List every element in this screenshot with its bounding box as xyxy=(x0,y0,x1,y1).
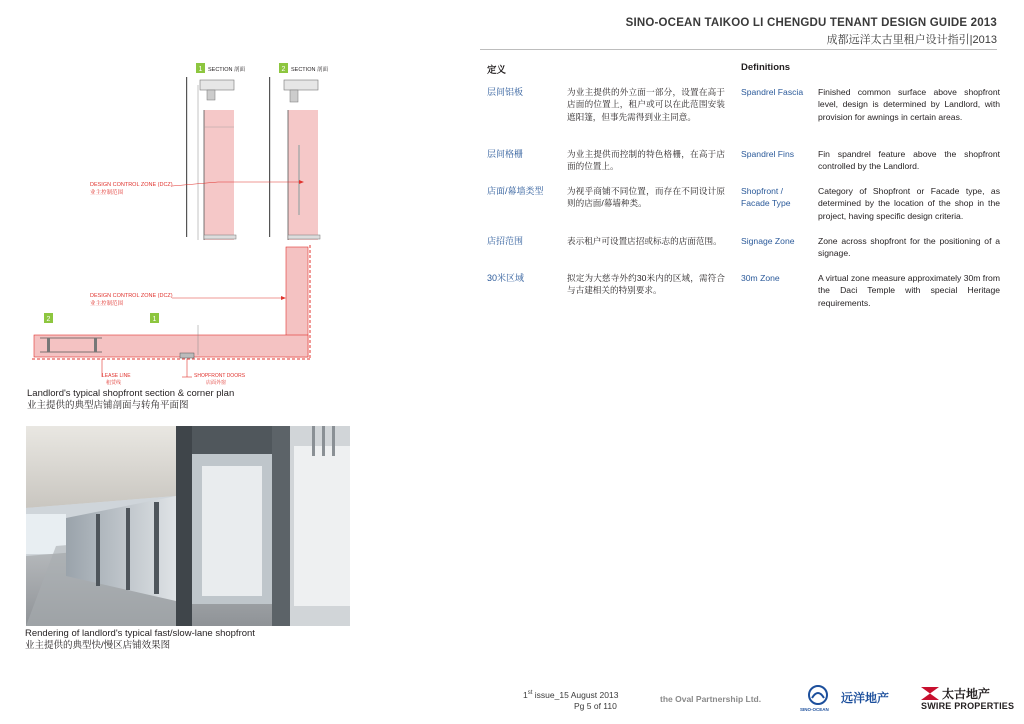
term-cn: 层间铝板 xyxy=(487,87,524,97)
plan-marker-1-number: 1 xyxy=(152,316,157,323)
definition-en: A virtual zone measure approximately 30m from the Daci Temple with special Heritage requirements. xyxy=(818,273,1000,308)
sino-ocean-cn: 远洋地产 xyxy=(841,691,890,705)
section-2 xyxy=(269,77,320,240)
corner-plan xyxy=(32,245,310,377)
dcz-label-1-cn: 业主控制范围 xyxy=(90,190,124,196)
shopfront-doors-en: SHOPFRONT DOORS xyxy=(194,373,246,379)
rendering-caption-en: Rendering of landlord's typical fast/slow-lane shopfront xyxy=(25,628,255,639)
term-cn: 店招范围 xyxy=(487,236,524,246)
dcz-label-2-en: DESIGN CONTROL ZONE (DCZ) xyxy=(90,293,173,299)
definition-cn: 为业主提供的外立面一部分，设置在高于店面的位置上，租户或可以在此范围安装遮阳篷，但事先需得到业主同意。 xyxy=(567,87,725,122)
term-cn: 层间格栅 xyxy=(487,149,524,159)
section-1-number: 1 xyxy=(198,66,203,73)
dcz-label-1-en: DESIGN CONTROL ZONE (DCZ) xyxy=(90,182,173,188)
section-1-label: SECTION 剖面 xyxy=(208,67,245,73)
definitions-heading-cn: 定义 xyxy=(487,65,507,76)
term-en: Spandrel Fins xyxy=(741,149,795,159)
document-subtitle: 成都远洋太古里租户设计指引|2013 xyxy=(826,34,997,46)
definition-cn: 为业主提供而控制的特色格栅，在高于店面的位置上。 xyxy=(567,149,725,172)
shopfront-doors-cn: 店面外窗 xyxy=(206,380,227,386)
definition-cn: 为视乎商铺不同位置，而存在不同设计原则的店面/幕墙种类。 xyxy=(567,186,725,209)
swire-en: SWIRE PROPERTIES xyxy=(921,701,1015,711)
swire-flag-icon xyxy=(921,687,939,700)
section-plan-svg xyxy=(22,55,352,395)
drawing-caption xyxy=(27,388,234,412)
lease-line-cn: 租赁线 xyxy=(106,380,122,386)
rendering-caption xyxy=(25,628,255,652)
issue-date xyxy=(523,690,618,700)
term-en: 30m Zone xyxy=(741,273,780,283)
issue-suffix: st xyxy=(527,690,533,697)
term-en: Shopfront / Facade Type xyxy=(741,186,791,209)
partner-name: the Oval Partnership Ltd. xyxy=(660,694,762,704)
issue-number: 1 xyxy=(523,690,528,700)
definition-en: Fin spandrel feature above the shopfront controlled by the Landlord. xyxy=(818,149,1000,172)
rendering-caption-cn: 业主提供的典型快/慢区店铺效果图 xyxy=(25,640,171,651)
definitions-heading-en: Definitions xyxy=(741,62,791,73)
definition-en: Category of Shopfront or Facade type, as determined by the location of the shop in the project, having specific design criteria. xyxy=(818,186,1000,221)
document-title: SINO-OCEAN TAIKOO LI CHENGDU TENANT DESIGN GUIDE 2013 xyxy=(625,17,997,29)
definition-cn: 拟定为大慈寺外约30米内的区域，需符合与古建相关的特别要求。 xyxy=(567,273,725,296)
definition-cn: 表示租户可设置店招或标志的店面范围。 xyxy=(567,236,722,246)
section-2-label: SECTION 剖面 xyxy=(291,67,328,73)
term-en: Spandrel Fascia xyxy=(741,87,804,97)
definition-en: Zone across shopfront for the positioning of a signage. xyxy=(818,236,1000,259)
dcz-label-2-cn: 业主控制范围 xyxy=(90,301,124,307)
term-cn: 30米区域 xyxy=(487,273,525,283)
definition-en: Finished common surface above shopfront level, design is determined by Landlord, with provision for awnings in certain areas. xyxy=(818,87,1000,122)
plan-marker-2-number: 2 xyxy=(46,316,51,323)
term-en: Signage Zone xyxy=(741,236,795,246)
term-cn: 店面/幕墙类型 xyxy=(487,186,544,196)
drawing-caption-cn: 业主提供的典型店铺剖面与转角平面图 xyxy=(27,400,189,411)
sino-ocean-logo-text: SINO-OCEAN xyxy=(800,707,829,712)
issue-text: issue_15 August 2013 xyxy=(534,690,619,700)
lease-line-en: LEASE LINE xyxy=(102,373,131,379)
section-1 xyxy=(186,77,236,240)
page-number: Pg 5 of 110 xyxy=(574,701,617,711)
section-2-number: 2 xyxy=(281,66,286,73)
swire-cn: 太古地产 xyxy=(942,687,991,701)
shopfront-section-drawing xyxy=(22,55,352,395)
shopfront-rendering-image xyxy=(26,426,350,626)
header-divider xyxy=(480,49,997,50)
drawing-caption-en: Landlord's typical shopfront section & corner plan xyxy=(27,388,235,399)
